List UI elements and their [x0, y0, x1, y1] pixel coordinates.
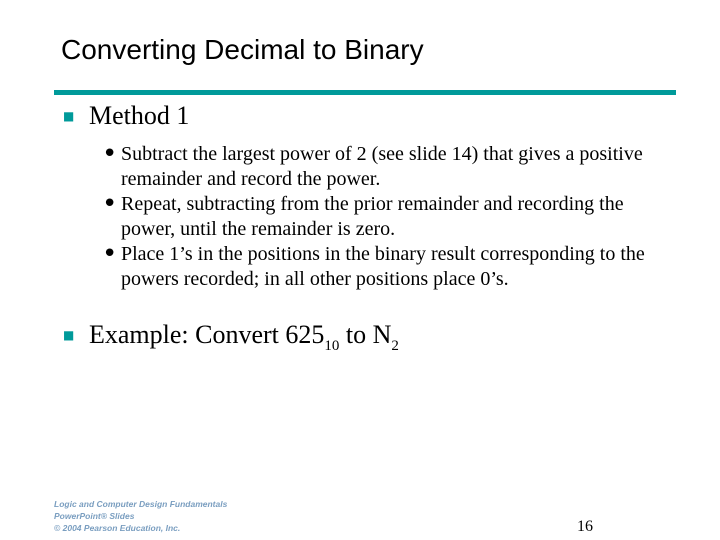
title-divider: [54, 90, 676, 95]
example-prefix: Example: Convert 625: [89, 320, 325, 349]
list-item: [102, 139, 682, 192]
footer-line: PowerPoint® Slides: [54, 511, 135, 521]
publisher-footer: [54, 498, 227, 534]
bullet-icon: •: [102, 189, 118, 219]
example-row: [63, 320, 399, 354]
example-middle: to N: [339, 320, 392, 349]
from-base-subscript: 10: [324, 338, 340, 354]
square-bullet-icon: ■: [63, 328, 75, 342]
bullet-icon: •: [102, 139, 118, 169]
method-heading-row: [63, 101, 189, 131]
to-base-subscript: 2: [391, 338, 399, 354]
page-number: 16: [577, 518, 593, 535]
method-heading: Method 1: [89, 101, 190, 130]
step-text: Place 1’s in the positions in the binary result corresponding to the powers recorded; in all other positions place 0’s.: [121, 243, 645, 290]
square-bullet-icon: ■: [63, 109, 75, 123]
example-text: [89, 320, 399, 354]
footer-line: Logic and Computer Design Fundamentals: [54, 499, 228, 509]
bullet-icon: •: [102, 239, 118, 269]
step-text: Repeat, subtracting from the prior remainder and recording the power, until the remainder is zero.: [121, 193, 624, 240]
method-steps-list: [102, 139, 682, 292]
slide-title: Converting Decimal to Binary: [61, 34, 424, 65]
list-item: [102, 239, 682, 292]
list-item: [102, 189, 682, 242]
footer-line: © 2004 Pearson Education, Inc.: [54, 523, 181, 533]
step-text: Subtract the largest power of 2 (see slide 14) that gives a positive remainder and record the power.: [121, 143, 643, 190]
